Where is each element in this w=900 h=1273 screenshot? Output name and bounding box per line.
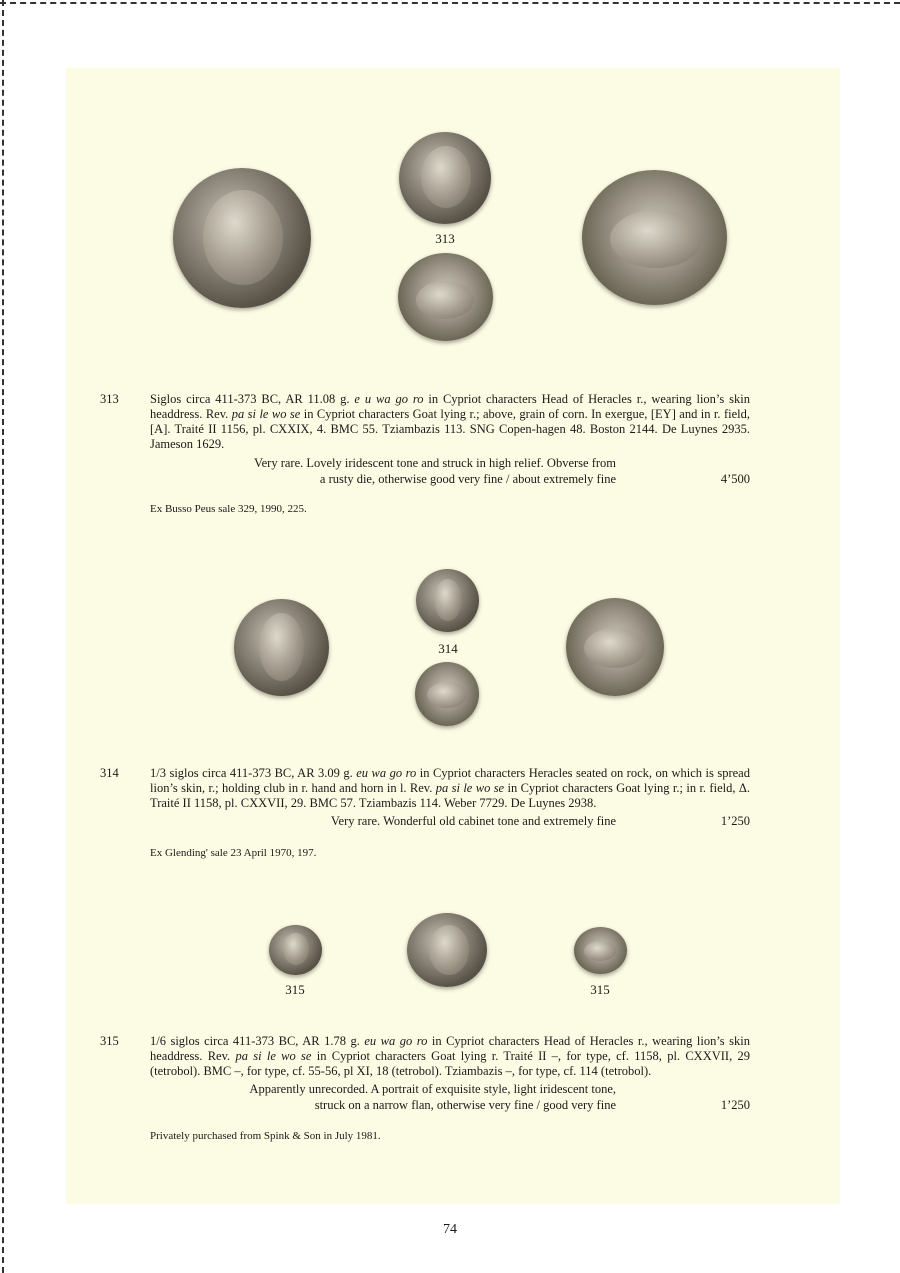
coin-315-obverse-enlarged (407, 913, 487, 987)
coin-314-obverse-enlarged (234, 599, 329, 696)
lot-number: 314 (100, 766, 119, 780)
coin-315-obverse (269, 925, 322, 975)
coin-313-obverse-enlarged (173, 168, 311, 308)
lot-315 (100, 1034, 750, 1124)
coin-313-obverse (399, 132, 491, 224)
lot-summary: Apparently unrecorded. A portrait of exquisite style, light iridescent tone, (249, 1082, 616, 1096)
lot-313-provenance: Ex Busso Peus sale 329, 1990, 225. (150, 503, 307, 515)
lot-price: 4’500 (720, 472, 750, 486)
lot-description: 1/3 siglos circa 411-373 BC, AR 3.09 g. eu wa go ro in Cypriot characters Heracles seated on rock, on which is spread lion’s skin, r.; holding club in r. hand and horn in l. Rev. pa si le wo se in Cypriot characters Goat lying r.; in r. field, Δ. Traité II 1158, pl. CXXVII, 29. BMC 57. Tziambazis 114. Weber 7729. De Luynes 2938. (150, 766, 750, 810)
goat-image (584, 941, 616, 961)
heracles-head-image (283, 933, 309, 965)
cut-line-left (2, 0, 4, 1273)
lot-314-provenance: Ex Glending' sale 23 April 1970, 197. (150, 847, 317, 859)
seated-heracles-image (434, 579, 462, 621)
lot-description: Siglos circa 411-373 BC, AR 11.08 g. e u wa go ro in Cypriot characters Head of Heracles r., wearing lion’s skin headdress. Rev. pa si le wo se in Cypriot characters Goat lying r.; above, grain of corn. In exergue, [EY] and in r. field, [A]. Traité II 1156, pl. CXXIX, 4. BMC 55. Tziambazis 113. SNG Copen-hagen 48. Boston 2144. De Luynes 2935. Jameson 1629. (150, 392, 750, 451)
lot-summary: Very rare. Wonderful old cabinet tone and extremely fine (330, 814, 616, 828)
lot-price: 1’250 (720, 814, 750, 828)
coin-315-reverse (574, 927, 627, 974)
lot-315-image-label-right: 315 (590, 982, 610, 997)
lot-grade: a rusty die, otherwise good very fine / about extremely fine (319, 472, 616, 486)
heracles-head-image (203, 190, 283, 285)
lot-315-image-label-left: 315 (285, 982, 305, 997)
coin-313-reverse-enlarged (582, 170, 727, 305)
lot-grade: struck on a narrow flan, otherwise very fine / good very fine (314, 1098, 616, 1112)
heracles-head-image (421, 146, 471, 208)
heracles-head-image (429, 925, 469, 975)
lot-summary: Very rare. Lovely iridescent tone and struck in high relief. Obverse from (253, 456, 616, 470)
goat-image (610, 210, 702, 268)
lot-number: 315 (100, 1034, 119, 1048)
lot-description: 1/6 siglos circa 411-373 BC, AR 1.78 g. eu wa go ro in Cypriot characters Head of Heracles r., wearing lion’s skin headdress. Rev. pa si le wo se in Cypriot characters Goat lying r. Traité II –, for type, cf. 1158, pl. CXXVII, 29 (tetrobol). BMC –, for type, cf. 55-56, pl XI, 18 (tetrobol). Tziambazis –, for type, cf. 114 (tetrobol). (150, 1034, 750, 1078)
lot-315-provenance: Privately purchased from Spink & Son in July 1981. (150, 1130, 381, 1142)
lot-314-image-label: 314 (438, 641, 458, 656)
lot-313-image-label: 313 (435, 231, 455, 246)
goat-image (427, 682, 467, 708)
goat-image (416, 281, 474, 319)
page-number: 74 (443, 1222, 457, 1237)
goat-image (584, 628, 646, 668)
lot-number: 313 (100, 392, 119, 406)
lot-313 (100, 392, 750, 492)
cut-line-top (0, 2, 900, 4)
coin-313-reverse (398, 253, 493, 341)
lot-314 (100, 766, 750, 836)
lot-price: 1’250 (720, 1098, 750, 1112)
coin-314-obverse (416, 569, 479, 632)
coin-314-reverse (415, 662, 479, 726)
coin-314-reverse-enlarged (566, 598, 664, 696)
seated-heracles-image (259, 613, 304, 681)
